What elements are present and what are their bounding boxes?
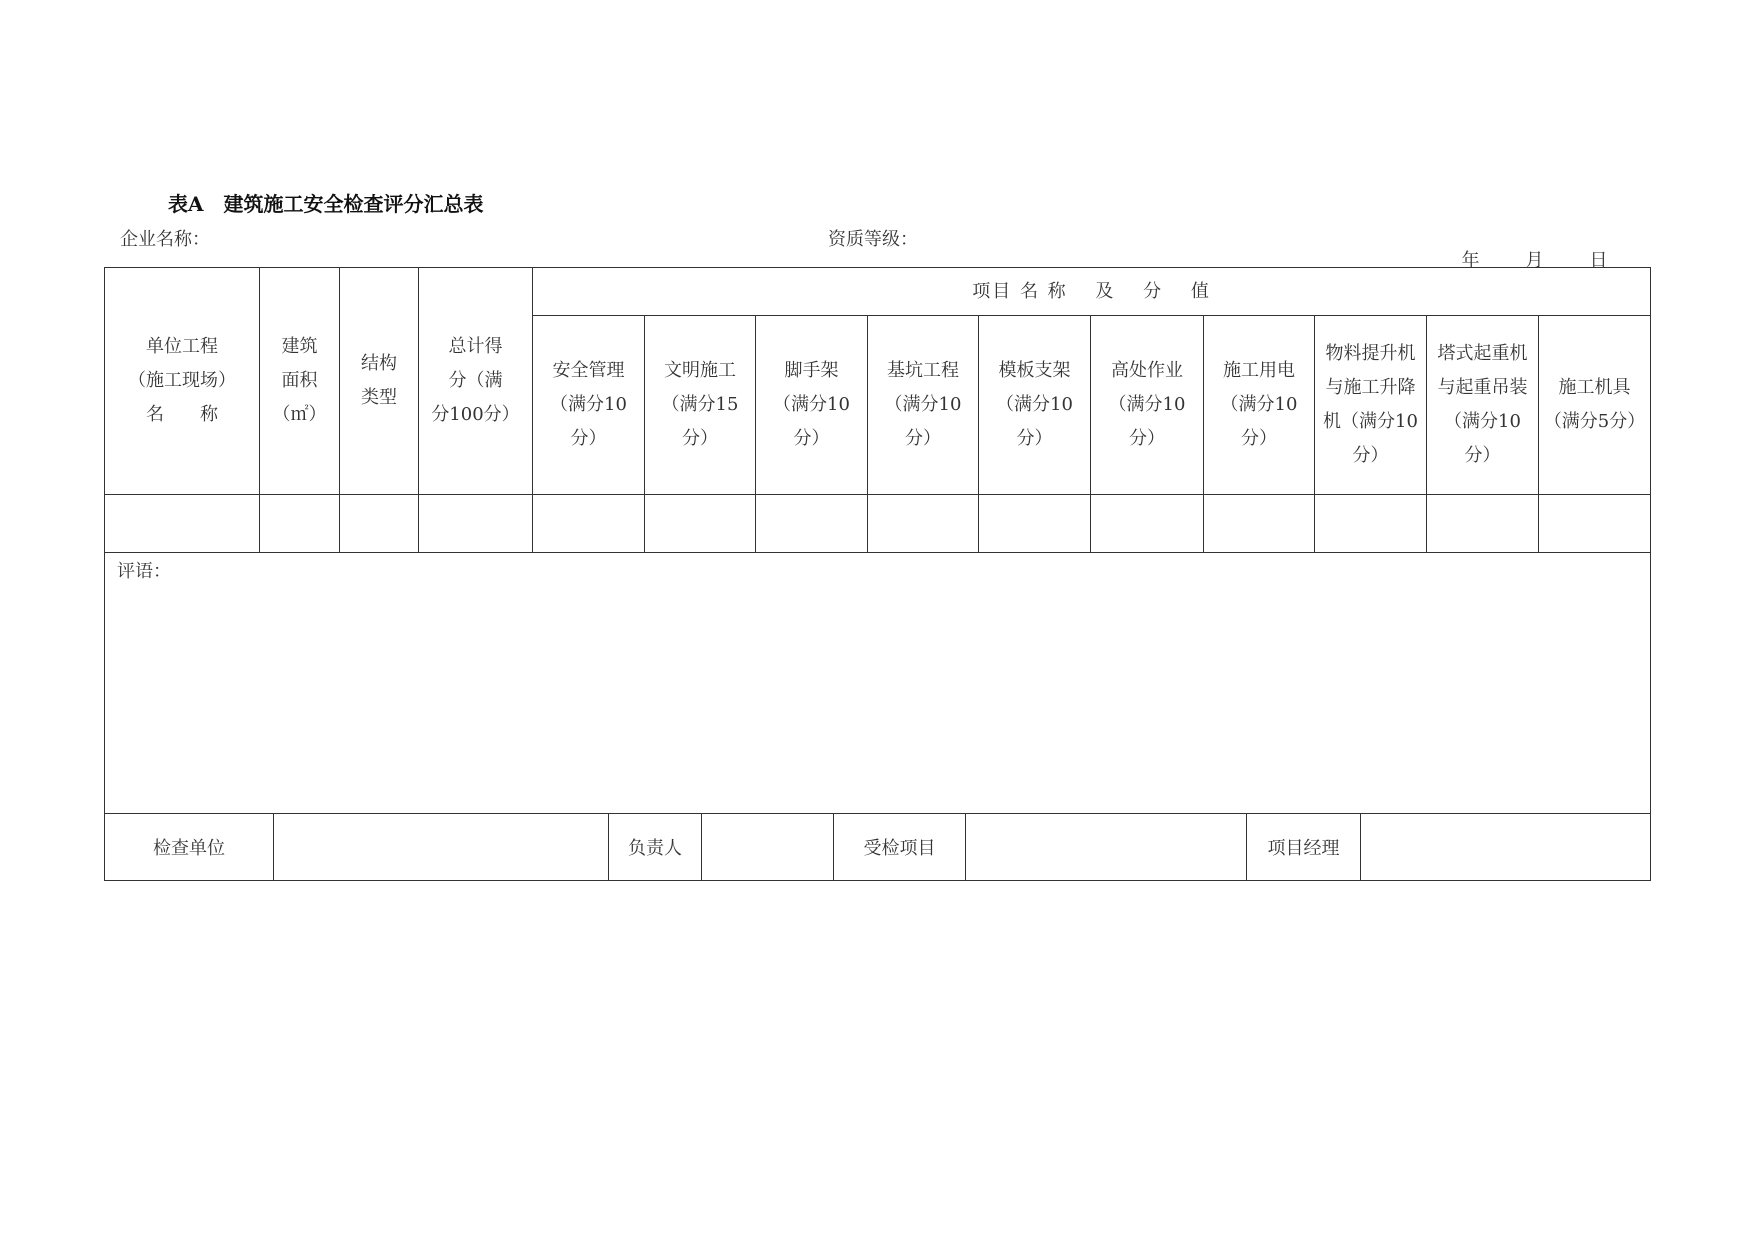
inspection-unit-label: 检查单位 <box>105 814 274 881</box>
date-day-label: 日 <box>1589 250 1608 271</box>
header-material-hoist: 物料提升机 与施工升降 机（满分10 分） <box>1315 316 1427 495</box>
header-structure-type: 结构 类型 <box>340 268 419 495</box>
cell-civilized-construction[interactable] <box>645 495 756 553</box>
header-foundation-pit: 基坑工程 （满分10 分） <box>868 316 979 495</box>
cell-construction-machinery[interactable] <box>1539 495 1651 553</box>
header-scaffolding: 脚手架 （满分10 分） <box>756 316 868 495</box>
inspected-project-field[interactable] <box>966 814 1247 881</box>
person-in-charge-label: 负责人 <box>609 814 702 881</box>
header-tower-crane: 塔式起重机 与起重吊装 （满分10 分） <box>1427 316 1539 495</box>
header-construction-machinery: 施工机具 （满分5分） <box>1539 316 1651 495</box>
header-building-area: 建筑 面积 （㎡） <box>260 268 340 495</box>
cell-tower-crane[interactable] <box>1427 495 1539 553</box>
table-row <box>105 495 1651 553</box>
date-year-label: 年 <box>1461 250 1480 271</box>
inspection-unit-field[interactable] <box>274 814 609 881</box>
project-manager-label: 项目经理 <box>1247 814 1361 881</box>
header-safety-management: 安全管理 （满分10 分） <box>533 316 645 495</box>
cell-foundation-pit[interactable] <box>868 495 979 553</box>
comment-label: 评语： <box>117 561 171 582</box>
cell-material-hoist[interactable] <box>1315 495 1427 553</box>
cell-total-score[interactable] <box>419 495 533 553</box>
header-total-score: 总计得 分（满 分100分） <box>419 268 533 495</box>
cell-building-area[interactable] <box>260 495 340 553</box>
date-month-label: 月 <box>1525 250 1544 271</box>
project-manager-field[interactable] <box>1361 814 1651 881</box>
score-summary-table <box>104 267 1651 814</box>
header-formwork-support: 模板支架 （满分10 分） <box>979 316 1091 495</box>
inspected-project-label: 受检项目 <box>834 814 966 881</box>
cell-formwork-support[interactable] <box>979 495 1091 553</box>
comment-cell[interactable] <box>105 553 1651 814</box>
header-civilized-construction: 文明施工 （满分15 分） <box>645 316 756 495</box>
header-row-1 <box>105 268 1651 316</box>
header-project-items-group: 项目 名 称 及 分 值 <box>533 268 1651 316</box>
cell-scaffolding[interactable] <box>756 495 868 553</box>
cell-safety-management[interactable] <box>533 495 645 553</box>
cell-structure-type[interactable] <box>340 495 419 553</box>
qualification-level-label: 资质等级： <box>828 229 918 250</box>
cell-unit-project-name[interactable] <box>105 495 260 553</box>
company-name-label: 企业名称： <box>120 229 210 250</box>
cell-construction-electricity[interactable] <box>1204 495 1315 553</box>
person-in-charge-field[interactable] <box>702 814 834 881</box>
date-line <box>1450 225 1610 272</box>
cell-work-at-height[interactable] <box>1091 495 1204 553</box>
signature-row <box>105 814 1651 881</box>
signature-table <box>104 813 1651 881</box>
header-work-at-height: 高处作业 （满分10 分） <box>1091 316 1204 495</box>
page-title: 表A 建筑施工安全检查评分汇总表 <box>168 192 484 216</box>
comment-row <box>105 553 1651 814</box>
header-construction-electricity: 施工用电 （满分10 分） <box>1204 316 1315 495</box>
header-unit-project-name: 单位工程 （施工现场） 名 称 <box>105 268 260 495</box>
